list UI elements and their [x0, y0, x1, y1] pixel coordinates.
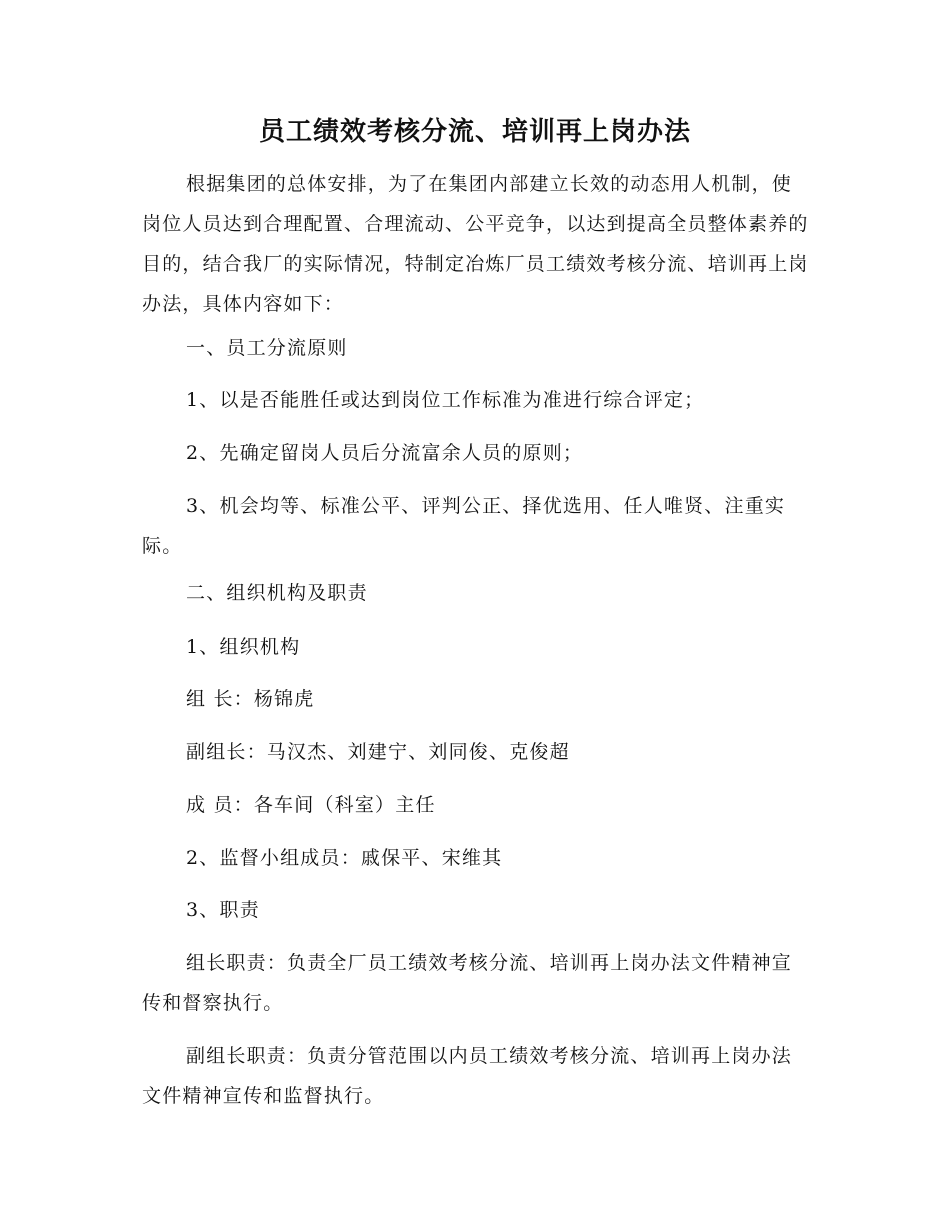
- group-leader-line: 组 长：杨锦虎: [186, 688, 315, 710]
- duties-subheading: 3、职责: [186, 899, 260, 921]
- document-title: 员工绩效考核分流、培训再上岗办法: [258, 117, 691, 147]
- leader-duties-paragraph: 组长职责：负责全厂员工绩效考核分流、培训再上岗办法文件精神宣传和督察执行。: [142, 952, 793, 1014]
- principle-item-3: 3、机会均等、标准公平、评判公正、择优选用、任人唯贤、注重实际。: [142, 495, 786, 557]
- members-line: 成 员：各车间（科室）主任: [186, 794, 436, 816]
- principle-item-2: 2、先确定留岗人员后分流富余人员的原则；: [186, 442, 584, 464]
- intro-paragraph: 根据集团的总体安排，为了在集团内部建立长效的动态用人机制，使岗位人员达到合理配置、合理流动、公平竞争，以达到提高全员整体素养的目的，结合我厂的实际情况，特制定冶炼厂员工绩效考核分流、培训再上岗办法，具体内容如下：: [142, 173, 809, 315]
- organization-subheading: 1、组织机构: [186, 636, 301, 658]
- principle-item-1: 1、以是否能胜任或达到岗位工作标准为准进行综合评定；: [186, 389, 705, 411]
- section-heading-organization: 二、组织机构及职责: [186, 582, 368, 604]
- supervision-group-line: 2、监督小组成员：戚保平、宋维其: [186, 847, 503, 869]
- deputy-leader-line: 副组长：马汉杰、刘建宁、刘同俊、克俊超: [186, 741, 570, 763]
- section-heading-principles: 一、员工分流原则: [186, 337, 348, 359]
- deputy-duties-paragraph: 副组长职责：负责分管范围以内员工绩效考核分流、培训再上岗办法文件精神宣传和监督执行。: [142, 1045, 793, 1107]
